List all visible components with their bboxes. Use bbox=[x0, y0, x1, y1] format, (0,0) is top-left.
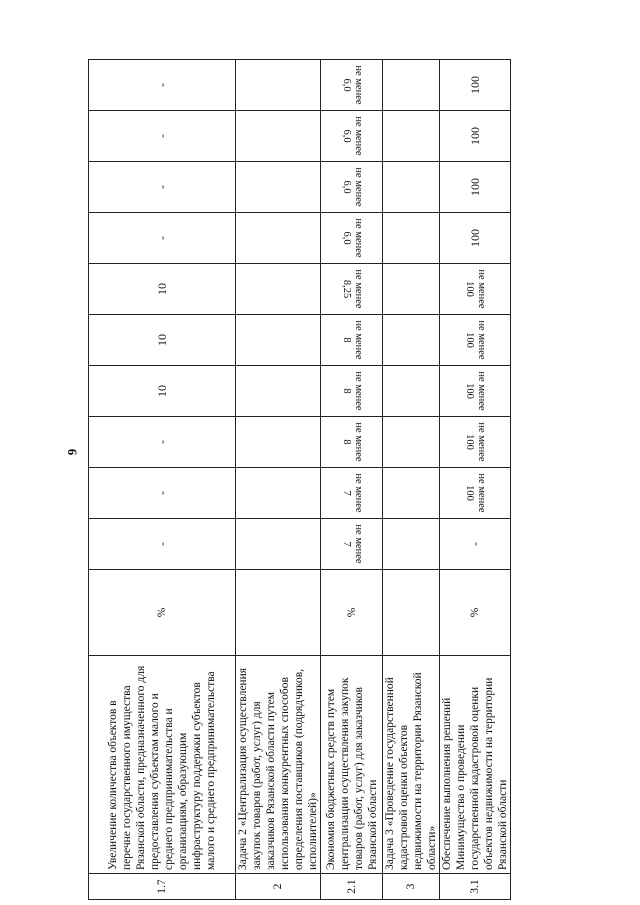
year-value-text: 100 bbox=[467, 127, 482, 145]
row-number-cell: 3.1 bbox=[440, 874, 511, 900]
year-value-text: не менее 100 bbox=[464, 422, 487, 462]
table-row bbox=[440, 60, 511, 900]
year-value-cell bbox=[89, 519, 236, 570]
year-value-text: не менее 7 bbox=[340, 473, 364, 513]
year-value-text: не менее 6,0 bbox=[340, 65, 364, 105]
year-value-text: - bbox=[154, 491, 169, 495]
year-value-cell bbox=[89, 111, 236, 162]
year-value-cell bbox=[440, 315, 511, 366]
year-value-cell bbox=[383, 60, 440, 111]
year-value-cell bbox=[236, 519, 321, 570]
year-value-cell bbox=[321, 417, 383, 468]
indicator-name-cell: Задача 3 «Проведение государственной кадастровой оценки объектов недвижимости на территории Рязанской области» bbox=[383, 656, 440, 874]
year-value-text: - bbox=[154, 134, 169, 138]
year-value-text: не менее 6,0 bbox=[340, 116, 364, 156]
year-value-cell bbox=[321, 366, 383, 417]
year-value-cell bbox=[383, 213, 440, 264]
row-number-cell: 2 bbox=[236, 874, 321, 900]
indicator-name-cell: Обеспечение выполнения решений Минимущества о проведении государственной кадастровой оценки объектов недвижимости на территории Рязанской области bbox=[440, 656, 511, 874]
year-value-text: - bbox=[154, 542, 169, 546]
year-value-cell bbox=[89, 264, 236, 315]
year-value-cell bbox=[383, 366, 440, 417]
rotated-page-content bbox=[88, 60, 509, 900]
year-value-text: - bbox=[154, 440, 169, 444]
year-value-cell bbox=[236, 264, 321, 315]
table-row bbox=[89, 60, 236, 900]
table-row bbox=[383, 60, 440, 900]
year-value-text: не менее 6,0 bbox=[340, 167, 364, 207]
unit-cell: % bbox=[321, 570, 383, 656]
indicator-name-cell: Задача 2 «Централизация осуществления закупок товаров (работ, услуг) для заказчиков Рязанской области путем использования конкурентных способов определения поставщиков (подрядчиков, исполнителей)» bbox=[236, 656, 321, 874]
year-value-cell bbox=[321, 213, 383, 264]
year-value-text: не менее 8 bbox=[340, 320, 364, 360]
year-value-cell bbox=[321, 315, 383, 366]
year-value-text: не менее 100 bbox=[464, 371, 487, 411]
year-value-cell bbox=[440, 213, 511, 264]
year-value-cell bbox=[321, 111, 383, 162]
year-value-cell bbox=[89, 366, 236, 417]
year-value-text: - bbox=[154, 236, 169, 240]
year-value-text: не менее 100 bbox=[464, 269, 487, 309]
row-number-cell: 3 bbox=[383, 874, 440, 900]
year-value-cell bbox=[89, 213, 236, 264]
year-value-cell bbox=[236, 111, 321, 162]
unit-cell: % bbox=[440, 570, 511, 656]
year-value-cell bbox=[383, 417, 440, 468]
year-value-text: - bbox=[467, 542, 482, 546]
year-value-text: - bbox=[154, 83, 169, 87]
year-value-cell bbox=[321, 162, 383, 213]
row-number-cell: 1.7 bbox=[89, 874, 236, 900]
indicator-name-cell: Экономия бюджетных средств путем централизации осуществления закупок товаров (работ, услуг) для заказчиков Рязанской области bbox=[321, 656, 383, 874]
row-number-cell: 2.1 bbox=[321, 874, 383, 900]
year-value-cell bbox=[440, 468, 511, 519]
year-value-cell bbox=[89, 315, 236, 366]
year-value-cell bbox=[321, 519, 383, 570]
unit-cell: % bbox=[89, 570, 236, 656]
table-row bbox=[236, 60, 321, 900]
year-value-cell bbox=[440, 60, 511, 111]
year-value-text: не менее 8 bbox=[340, 422, 364, 462]
year-value-cell bbox=[321, 468, 383, 519]
year-value-cell bbox=[440, 366, 511, 417]
year-value-cell bbox=[236, 162, 321, 213]
year-value-cell bbox=[89, 468, 236, 519]
year-value-cell bbox=[89, 417, 236, 468]
year-value-cell bbox=[440, 264, 511, 315]
year-value-text: 10 bbox=[154, 385, 169, 397]
year-value-cell bbox=[440, 519, 511, 570]
year-value-cell bbox=[236, 468, 321, 519]
year-value-cell bbox=[89, 60, 236, 111]
indicators-table bbox=[88, 59, 511, 900]
year-value-cell bbox=[383, 315, 440, 366]
year-value-cell bbox=[321, 264, 383, 315]
indicator-name-cell: Увеличение количества объектов в перечне государственного имущества Рязанской области, предназначенного для предоставления субъектам малого и среднего предпринимательства и организациям, образующим инфраструктуру поддержки субъектов малого и среднего предпринимательства bbox=[89, 656, 236, 874]
year-value-text: 100 bbox=[467, 76, 482, 94]
year-value-cell bbox=[236, 213, 321, 264]
year-value-cell bbox=[236, 417, 321, 468]
year-value-cell bbox=[383, 264, 440, 315]
year-value-cell bbox=[236, 366, 321, 417]
year-value-text: не менее 100 bbox=[464, 320, 487, 360]
year-value-text: 10 bbox=[154, 283, 169, 295]
year-value-text: 100 bbox=[467, 229, 482, 247]
year-value-cell bbox=[383, 468, 440, 519]
year-value-cell bbox=[321, 60, 383, 111]
year-value-cell bbox=[383, 162, 440, 213]
year-value-text: 10 bbox=[154, 334, 169, 346]
year-value-text: не менее 7 bbox=[340, 524, 364, 564]
year-value-cell bbox=[440, 162, 511, 213]
year-value-text: 100 bbox=[467, 178, 482, 196]
year-value-text: не менее 8 bbox=[340, 371, 364, 411]
year-value-text: не менее 6,0 bbox=[340, 218, 364, 258]
year-value-text: не менее 8,25 bbox=[340, 269, 364, 309]
year-value-text: - bbox=[154, 185, 169, 189]
unit-cell bbox=[383, 570, 440, 656]
year-value-cell bbox=[383, 111, 440, 162]
year-value-cell bbox=[383, 519, 440, 570]
year-value-text: не менее 100 bbox=[464, 473, 487, 513]
page-number: 6 bbox=[65, 448, 80, 456]
year-value-cell bbox=[440, 111, 511, 162]
unit-cell bbox=[236, 570, 321, 656]
year-value-cell bbox=[236, 315, 321, 366]
year-value-cell bbox=[89, 162, 236, 213]
table-row bbox=[321, 60, 383, 900]
year-value-cell bbox=[440, 417, 511, 468]
year-value-cell bbox=[236, 60, 321, 111]
